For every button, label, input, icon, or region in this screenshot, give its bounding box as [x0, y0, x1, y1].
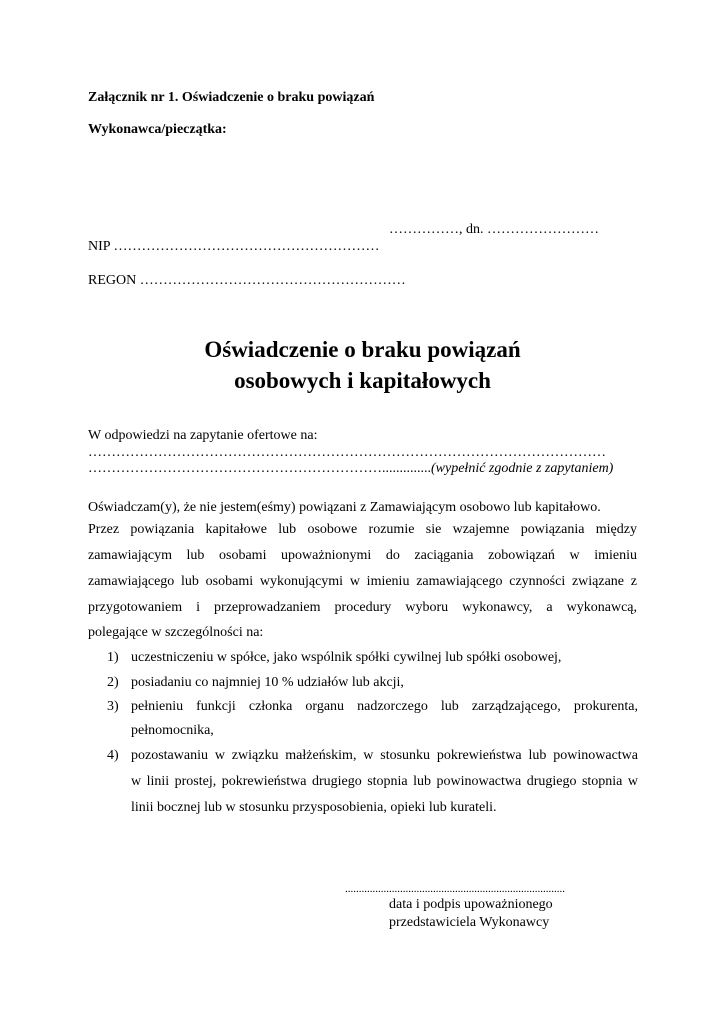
declaration-line-1: Oświadczam(y), że nie jestem(eśmy) powiązani z Zamawiającym osobowo lub kapitałowo. — [88, 500, 601, 515]
declaration-line-2: Przez powiązania kapitałowe lub osobowe rozumie sie wzajemne powiązania między — [88, 522, 637, 537]
list-item-number: 2) — [107, 675, 119, 690]
inquiry-dots: ……………………………………………………….............. — [88, 461, 431, 476]
inquiry-dots-line1: ………………………………………………………………………………………………… — [88, 445, 606, 460]
inquiry-intro: W odpowiedzi na zapytanie ofertowe na: — [88, 428, 318, 443]
list-item-text: uczestniczeniu w spółce, jako wspólnik spółki cywilnej lub spółki osobowej, — [131, 650, 562, 665]
declaration-line-6: polegające w szczególności na: — [88, 625, 264, 640]
list-item-text: w linii prostej, pokrewieństwa drugiego stopnia lub powinowactwa drugiego stopnia w — [131, 774, 638, 789]
list-item-number: 1) — [107, 650, 119, 665]
declaration-line-4: zamawiającego lub osobami wykonującymi w imieniu zamawiającego czynności związane z — [88, 574, 637, 589]
signature-label-1: data i podpis upoważnionego — [389, 897, 553, 912]
document-title: Oświadczenie o braku powiązań — [204, 337, 521, 362]
document-subtitle: osobowych i kapitałowych — [234, 368, 491, 393]
list-item-text: linii bocznej lub w stosunku przysposobienia, opieki lub kurateli. — [131, 800, 497, 815]
attachment-title: Załącznik nr 1. Oświadczenie o braku powiązań — [88, 90, 375, 105]
contractor-label: Wykonawca/pieczątka: — [88, 122, 227, 137]
declaration-line-5: przygotowaniem i przeprowadzaniem procedury wyboru wykonawcy, a wykonawcą, — [88, 600, 637, 615]
list-item-text: pozostawaniu w związku małżeńskim, w stosunku pokrewieństwa lub powinowactwa — [131, 748, 638, 763]
list-item-number: 4) — [107, 748, 119, 763]
list-item-text: posiadaniu co najmniej 10 % udziałów lub akcji, — [131, 675, 404, 690]
regon-field: REGON ………………………………………………… — [88, 273, 406, 288]
signature-label-2: przedstawiciela Wykonawcy — [389, 915, 550, 930]
declaration-line-3: zamawiającym lub osobami upoważnionymi do zaciągania zobowiązań w imieniu — [88, 548, 637, 563]
inquiry-note: (wypełnić zgodnie z zapytaniem) — [431, 461, 614, 476]
list-item-text: pełnomocnika, — [131, 723, 214, 738]
list-item-text: pełnieniu funkcji członka organu nadzorczego lub zarządzającego, prokurenta, — [131, 699, 638, 714]
inquiry-dots-line2 — [88, 461, 613, 477]
signature-dots: ................................................................................ — [345, 883, 565, 895]
list-item-number: 3) — [107, 699, 119, 714]
nip-field: NIP ………………………………………………… — [88, 239, 380, 254]
place-date-field: ……………, dn. …………………… — [389, 222, 599, 237]
